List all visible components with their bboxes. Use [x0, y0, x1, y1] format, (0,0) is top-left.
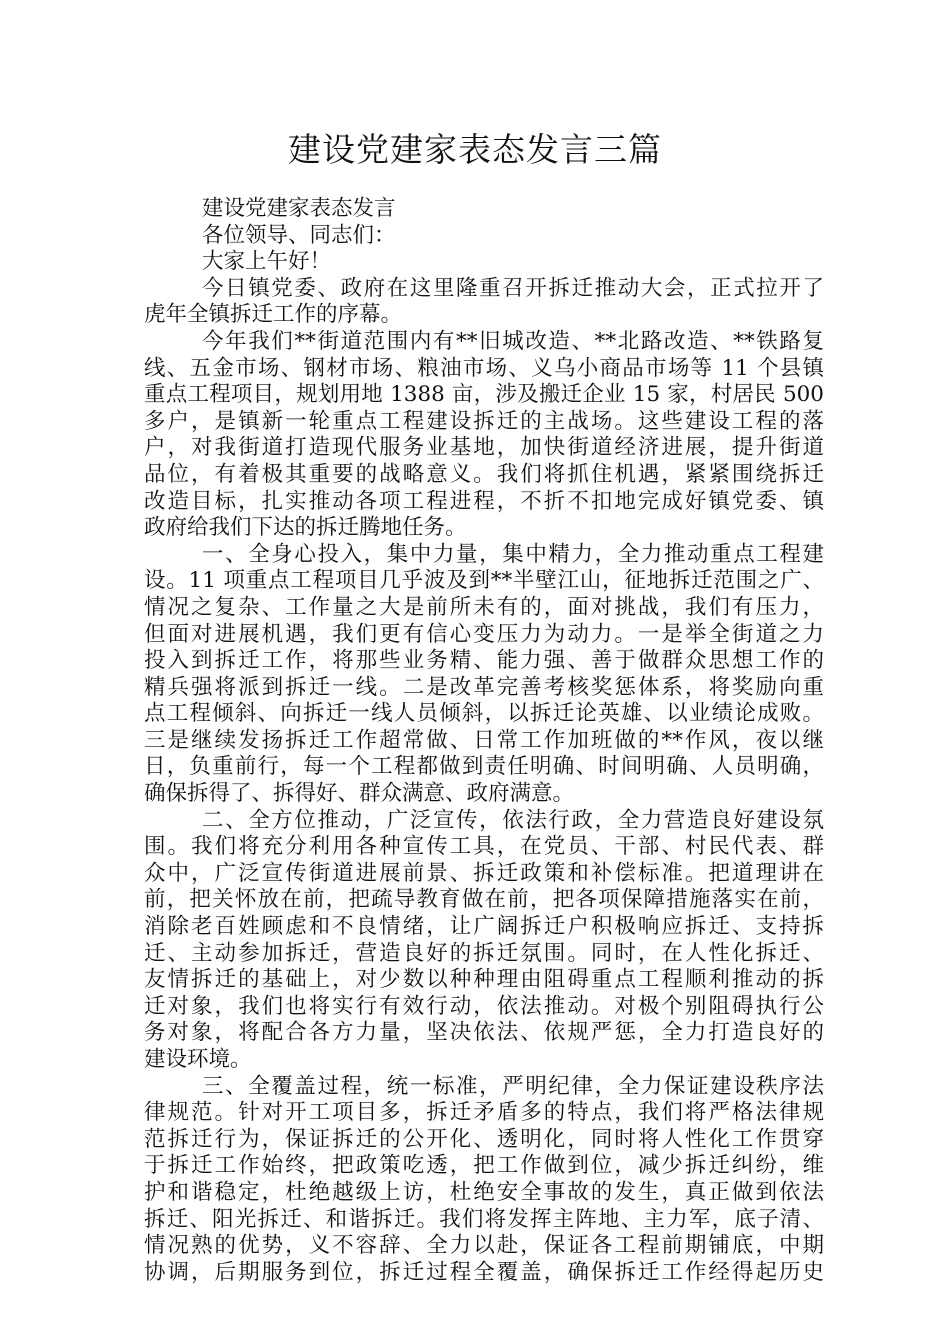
text-line: 迁对象，我们也将实行有效行动，依法推动。对极个别阻碍执行公 [144, 993, 824, 1019]
text-line: 日，负重前行，每一个工程都做到责任明确、时间明确、人员明确， [144, 754, 824, 780]
text-line: 协调，后期服务到位，拆迁过程全覆盖，确保拆迁工作经得起历史 [144, 1259, 824, 1285]
text-line: 设。11 项重点工程项目几乎波及到**半壁江山，征地拆迁范围之广、 [144, 568, 824, 594]
text-line: 线、五金市场、钢材市场、粮油市场、义乌小商品市场等 11 个县镇 [144, 355, 824, 381]
text-line: 虎年全镇拆迁工作的序幕。 [144, 302, 403, 328]
text-line: 情况熟的优势，义不容辞、全力以赴，保证各工程前期铺底，中期 [144, 1233, 824, 1259]
text-line: 三是继续发扬拆迁工作超常做、日常工作加班做的**作风，夜以继 [144, 727, 824, 753]
text-line: 前，把关怀放在前，把疏导教育做在前，把各项保障措施落实在前， [144, 887, 824, 913]
text-line: 三、全覆盖过程，统一标准，严明纪律，全力保证建设秩序法 [202, 1073, 824, 1099]
text-line: 建设环境。 [144, 1047, 252, 1072]
text-line: 品位，有着极其重要的战略意义。我们将抓住机遇，紧紧围绕拆迁 [144, 461, 824, 487]
text-line: 投入到拆迁工作，将那些业务精、能力强、善于做群众思想工作的 [144, 648, 824, 674]
document-title: 建设党建家表态发言三篇 [288, 130, 662, 169]
text-line: 建设党建家表态发言 [202, 196, 396, 221]
text-line: 范拆迁行为，保证拆迁的公开化、透明化，同时将人性化工作贯穿 [144, 1126, 824, 1152]
text-line: 大家上午好！ [202, 249, 332, 275]
text-line: 多户，是镇新一轮重点工程建设拆迁的主战场。这些建设工程的落 [144, 408, 824, 434]
text-line: 消除老百姓顾虑和不良情绪，让广阔拆迁户积极响应拆迁、支持拆 [144, 914, 824, 940]
text-line: 情况之复杂、工作量之大是前所未有的，面对挑战，我们有压力， [144, 594, 824, 620]
document-body [144, 196, 824, 1286]
text-line: 政府给我们下达的拆迁腾地任务。 [144, 515, 467, 541]
text-line: 拆迁、阳光拆迁、和谐拆迁。我们将发挥主阵地、主力军，底子清、 [144, 1206, 824, 1232]
text-line: 律规范。针对开工项目多，拆迁矛盾多的特点，我们将严格法律规 [144, 1100, 824, 1126]
text-line: 务对象，将配合各方力量，坚决依法、依规严惩，全力打造良好的 [144, 1020, 824, 1046]
text-line: 围。我们将充分利用各种宣传工具，在党员、干部、村民代表、群 [144, 834, 824, 860]
text-line: 今年我们**街道范围内有**旧城改造、**北路改造、**铁路复 [202, 328, 824, 354]
text-line: 户，对我街道打造现代服务业基地，加快街道经济进展，提升街道 [144, 435, 824, 461]
text-line: 点工程倾斜、向拆迁一线人员倾斜，以拆迁论英雄、以业绩论成败。 [144, 701, 824, 727]
text-line: 但面对进展机遇，我们更有信心变压力为动力。一是举全街道之力 [144, 621, 824, 647]
text-line: 众中，广泛宣传街道进展前景、拆迁政策和补偿标准。把道理讲在 [144, 860, 824, 886]
text-line: 友情拆迁的基础上，对少数以种种理由阻碍重点工程顺利推动的拆 [144, 967, 824, 993]
text-line: 迁、主动参加拆迁，营造良好的拆迁氛围。同时，在人性化拆迁、 [144, 940, 824, 966]
text-line: 改造目标，扎实推动各项工程进程，不折不扣地完成好镇党委、镇 [144, 488, 824, 514]
text-line: 重点工程项目，规划用地 1388 亩，涉及搬迁企业 15 家，村居民 500 [144, 382, 824, 408]
text-line: 一、全身心投入，集中力量，集中精力，全力推动重点工程建 [202, 541, 824, 567]
text-line: 精兵强将派到拆迁一线。二是改革完善考核奖惩体系，将奖励向重 [144, 674, 824, 700]
text-line: 各位领导、同志们： [202, 222, 396, 248]
text-line: 确保拆得了、拆得好、群众满意、政府满意。 [144, 781, 575, 807]
text-line: 于拆迁工作始终，把政策吃透，把工作做到位，减少拆迁纠纷，维 [144, 1153, 824, 1179]
text-line: 护和谐稳定，杜绝越级上访，杜绝安全事故的发生，真正做到依法 [144, 1179, 824, 1205]
text-line: 今日镇党委、政府在这里隆重召开拆迁推动大会，正式拉开了 [202, 275, 824, 301]
text-line: 二、全方位推动，广泛宣传，依法行政，全力营造良好建设氛 [202, 807, 824, 833]
